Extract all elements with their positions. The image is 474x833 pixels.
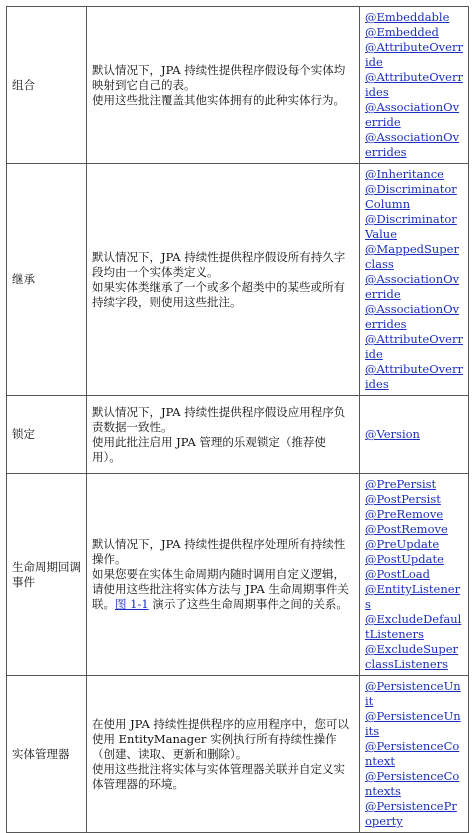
annotation-link[interactable]: @PersistenceContexts [365,769,460,798]
table-row [7,474,469,676]
annotation-link[interactable]: @PostUpdate [365,552,444,566]
table-row [7,676,469,833]
annotation-link[interactable]: @PreUpdate [365,537,440,551]
annotation-links-cell [360,7,469,164]
annotation-links-cell [360,396,469,474]
annotation-link[interactable]: @AssociationOverride [365,272,460,301]
annotation-link[interactable]: @Inheritance [365,167,444,181]
description-text: 如果您要在实体生命周期内随时调用自定义逻辑，请使用这些批注将实体方法与 JPA 生命周期事件关联。 [92,567,349,611]
description-cell [87,474,360,676]
annotation-link[interactable]: @PreRemove [365,507,444,521]
category-cell: 继承 [7,164,87,396]
annotation-link[interactable]: @DiscriminatorValue [365,212,457,241]
annotation-link[interactable]: @AssociationOverride [365,100,460,129]
annotation-link[interactable]: @PersistenceContext [365,739,460,768]
table-row [7,396,469,474]
description-paragraph: 默认情况下，JPA 持续性提供程序处理所有持续性操作。 [92,537,346,566]
description-cell [87,396,360,474]
annotation-link[interactable]: @Embedded [365,25,439,39]
description-paragraph [92,567,354,612]
annotation-link[interactable]: @MappedSuperclass [365,242,459,271]
description-paragraph: 使用此批注启用 JPA 管理的乐观锁定（推荐使用）。 [92,434,326,464]
annotation-link[interactable]: @PostLoad [365,567,430,581]
annotation-link[interactable]: @PostPersist [365,492,441,506]
description-cell [87,164,360,396]
description-cell [87,7,360,164]
annotation-link[interactable]: @PersistenceProperty [365,799,457,828]
description-paragraph: 使用这些批注覆盖其他实体拥有的此种实体行为。 [92,92,345,107]
annotation-link[interactable]: @AssociationOverrides [365,302,460,331]
figure-reference-link[interactable]: 图 1-1 [115,597,149,611]
annotation-links-cell [360,164,469,396]
annotation-link[interactable]: @ExcludeSuperclassListeners [365,642,459,671]
table-row [7,7,469,164]
description-paragraph: 默认情况下，JPA 持续性提供程序假设每个实体均映射到它自己的表。 [92,62,346,92]
description-paragraph: 使用这些批注将实体与实体管理器关联并自定义实体管理器的环境。 [92,761,345,791]
description-text: 演示了这些生命周期事件之间的关系。 [148,597,348,611]
annotation-link[interactable]: @PostRemove [365,522,448,536]
annotation-link[interactable]: @AttributeOverrides [365,362,463,391]
table-row [7,164,469,396]
annotation-link[interactable]: @ExcludeDefaultListeners [365,612,462,641]
description-paragraph: 在使用 JPA 持续性提供程序的应用程序中，您可以使用 EntityManager 实例执行所有持续性操作（创建、读取、更新和删除）。 [92,716,349,761]
annotation-links-cell [360,676,469,833]
annotation-link[interactable]: @AssociationOverrides [365,130,460,159]
annotation-links-cell [360,474,469,676]
category-cell: 锁定 [7,396,87,474]
annotation-link[interactable]: @Version [365,427,420,441]
category-cell: 组合 [7,7,87,164]
description-paragraph: 默认情况下，JPA 持续性提供程序假设应用程序负责数据一致性。 [92,404,346,434]
category-cell: 实体管理器 [7,676,87,833]
description-paragraph: 如果实体类继承了一个或多个超类中的某些或所有持续字段，则使用这些批注。 [92,279,345,309]
annotation-link[interactable]: @DiscriminatorColumn [365,182,457,211]
annotation-link[interactable]: @PrePersist [365,477,437,491]
annotation-link[interactable]: @AttributeOverrides [365,70,463,99]
description-cell [87,676,360,833]
annotation-link[interactable]: @PersistenceUnit [365,679,461,708]
annotation-link[interactable]: @PersistenceUnits [365,709,461,738]
category-cell: 生命周期回调事件 [7,474,87,676]
annotation-link[interactable]: @AttributeOverride [365,40,463,69]
annotation-category-table [6,6,469,833]
annotation-link[interactable]: @AttributeOverride [365,332,463,361]
description-paragraph: 默认情况下，JPA 持续性提供程序假设所有持久字段均由一个实体类定义。 [92,249,346,279]
annotation-link[interactable]: @EntityListeners [365,582,461,611]
annotation-link[interactable]: @Embeddable [365,10,450,24]
